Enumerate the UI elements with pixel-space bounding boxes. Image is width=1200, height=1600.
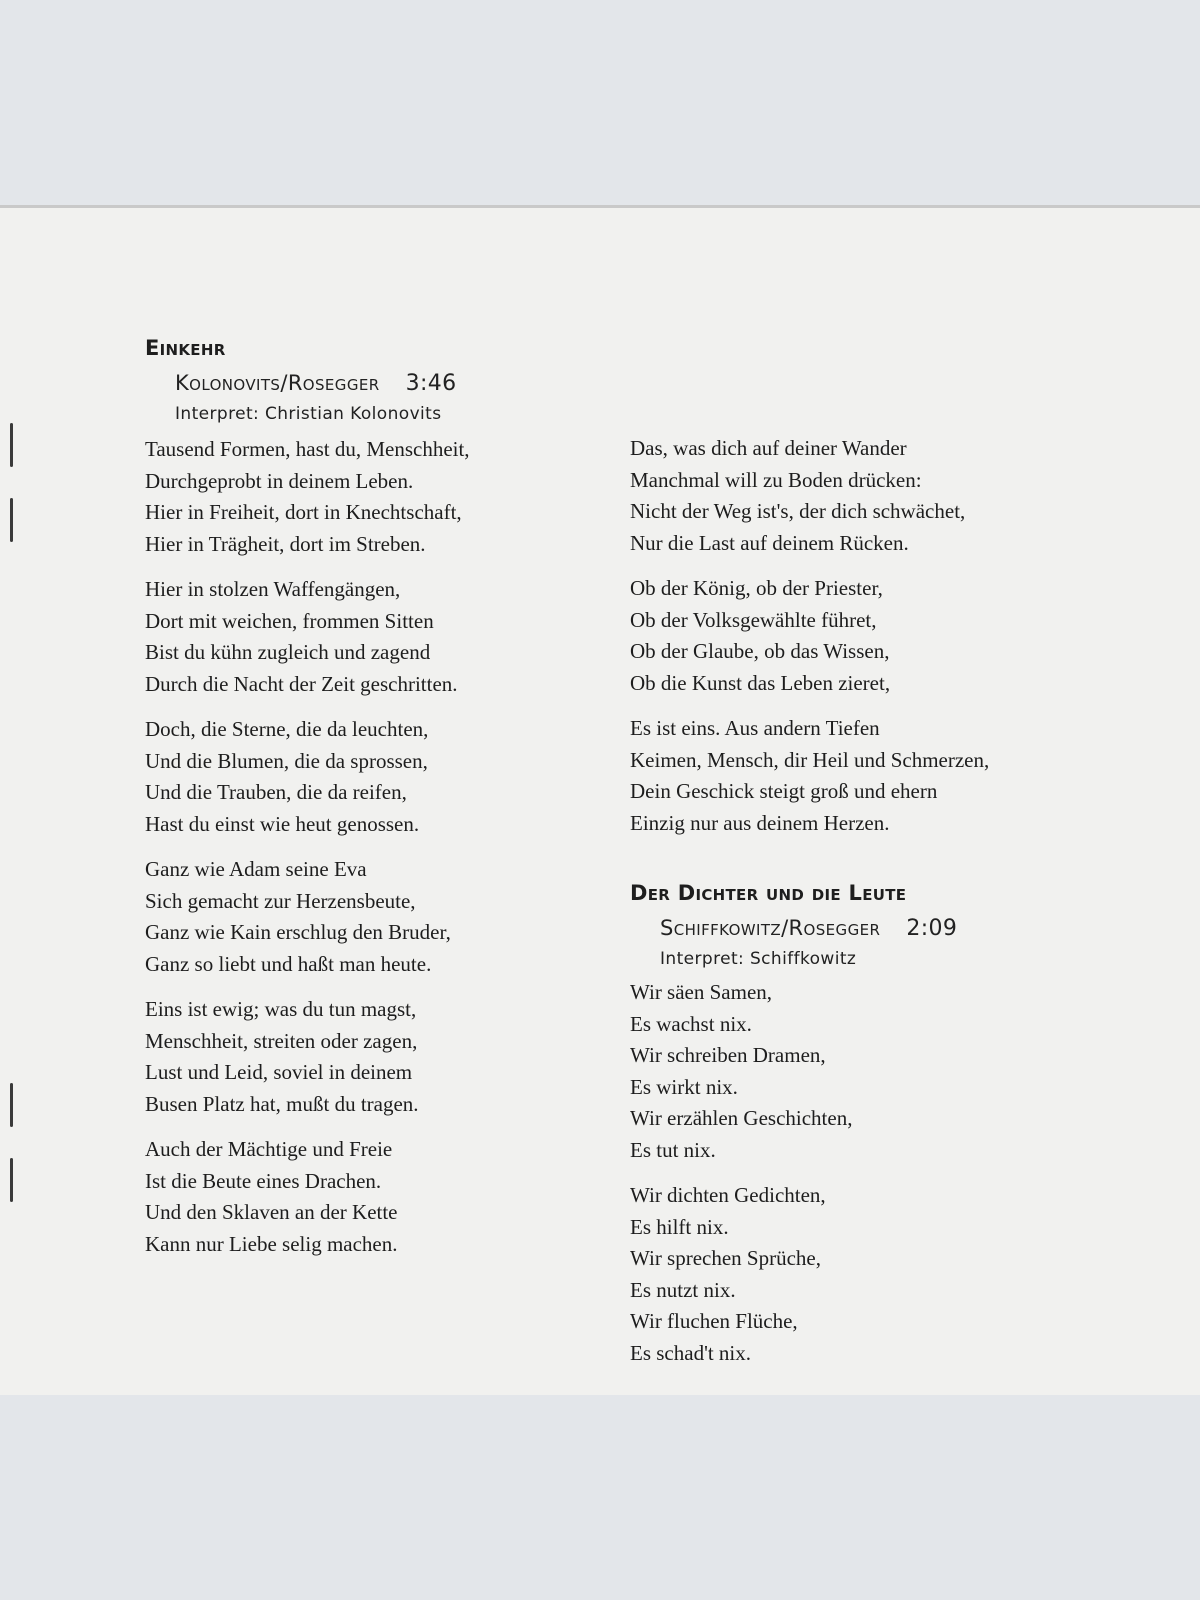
stanza bbox=[630, 573, 1100, 699]
song-credits bbox=[145, 366, 605, 400]
left-column bbox=[145, 336, 605, 1274]
composer-author: Schiffkowitz/Rosegger bbox=[660, 916, 881, 940]
stanza bbox=[145, 1134, 605, 1260]
lyric-line: Bist du kühn zugleich und zagend bbox=[145, 640, 431, 664]
lyric-line: Menschheit, streiten oder zagen, bbox=[145, 1028, 418, 1053]
staple-mark bbox=[10, 1158, 13, 1202]
right-column bbox=[630, 433, 1100, 1383]
lyric-line: Hast du einst wie heut genossen. bbox=[145, 811, 420, 836]
lyric-line: Wir schreiben Dramen, bbox=[630, 1043, 826, 1067]
stanza bbox=[145, 434, 605, 560]
lyric-line: Ob der König, ob der Priester, bbox=[630, 576, 883, 600]
lyric-line: Nicht der Weg ist's, der dich schwächet, bbox=[630, 499, 966, 523]
lyric-line: Ganz so liebt und haßt man heute. bbox=[145, 951, 432, 976]
lyric-line: Wir erzählen Geschichten, bbox=[630, 1106, 853, 1130]
lyric-line: Ganz wie Kain erschlug den Bruder, bbox=[145, 920, 451, 944]
song-duration: 2:09 bbox=[906, 916, 958, 941]
lyric-line: Dort mit weichen, frommen Sitten bbox=[145, 608, 434, 633]
stanza bbox=[630, 713, 1100, 839]
stanza bbox=[145, 574, 605, 700]
stanza bbox=[145, 994, 605, 1120]
lyric-line: Ganz wie Adam seine Eva bbox=[145, 857, 367, 881]
lyric-line: Wir sprechen Sprüche, bbox=[630, 1246, 821, 1270]
lyric-line: Hier in Trägheit, dort im Streben. bbox=[145, 531, 426, 556]
staple-mark bbox=[10, 498, 13, 542]
song-title: Der Dichter und die Leute bbox=[630, 881, 907, 905]
lyric-line: Lust und Leid, soviel in deinem bbox=[145, 1060, 413, 1084]
lyric-line: Eins ist ewig; was du tun magst, bbox=[145, 997, 417, 1021]
lyric-line: Ob der Volksgewählte führet, bbox=[630, 607, 877, 632]
lyric-line: Keimen, Mensch, dir Heil und Schmerzen, bbox=[630, 747, 990, 772]
song-interpret: Interpret: Schiffkowitz bbox=[660, 949, 857, 969]
lyric-line: Auch der Mächtige und Freie bbox=[145, 1137, 393, 1161]
lyric-line: Nur die Last auf deinem Rücken. bbox=[630, 530, 909, 555]
lyric-line: Dein Geschick steigt groß und ehern bbox=[630, 779, 938, 803]
lyric-line: Es hilft nix. bbox=[630, 1214, 729, 1239]
lyric-line: Es wirkt nix. bbox=[630, 1074, 738, 1099]
lyric-line: Es ist eins. Aus andern Tiefen bbox=[630, 716, 880, 740]
lyric-line: Es schad't nix. bbox=[630, 1340, 752, 1365]
lyric-line: Kann nur Liebe selig machen. bbox=[145, 1231, 398, 1256]
lyric-line: Einzig nur aus deinem Herzen. bbox=[630, 810, 890, 835]
lyric-line: Es nutzt nix. bbox=[630, 1277, 736, 1302]
lyric-line: Es wachst nix. bbox=[630, 1011, 752, 1036]
stanza bbox=[630, 433, 1100, 559]
lyric-line: Wir säen Samen, bbox=[630, 980, 773, 1004]
lyric-line: Doch, die Sterne, die da leuchten, bbox=[145, 717, 429, 741]
booklet-page bbox=[0, 205, 1200, 1395]
lyric-line: Ist die Beute eines Drachen. bbox=[145, 1168, 382, 1193]
stanza bbox=[630, 977, 1100, 1166]
lyric-line: Ob der Glaube, ob das Wissen, bbox=[630, 639, 890, 663]
lyric-line: Busen Platz hat, mußt du tragen. bbox=[145, 1091, 419, 1116]
lyric-line: Durchgeprobt in deinem Leben. bbox=[145, 468, 414, 493]
lyric-line: Wir fluchen Flüche, bbox=[630, 1309, 798, 1333]
lyric-line: Wir dichten Gedichten, bbox=[630, 1183, 826, 1207]
stanza bbox=[145, 714, 605, 840]
lyric-line: Und die Blumen, die da sprossen, bbox=[145, 748, 428, 773]
staple-mark bbox=[10, 1083, 13, 1127]
lyric-line: Und die Trauben, die da reifen, bbox=[145, 780, 407, 804]
lyric-line: Manchmal will zu Boden drücken: bbox=[630, 467, 922, 492]
lyric-line: Durch die Nacht der Zeit geschritten. bbox=[145, 671, 458, 696]
song-credits bbox=[630, 911, 1100, 945]
lyric-line: Und den Sklaven an der Kette bbox=[145, 1200, 398, 1224]
song-title: Einkehr bbox=[145, 336, 226, 360]
song-interpret: Interpret: Christian Kolonovits bbox=[175, 404, 442, 424]
lyric-line: Hier in Freiheit, dort in Knechtschaft, bbox=[145, 500, 462, 524]
lyric-line: Sich gemacht zur Herzensbeute, bbox=[145, 888, 416, 913]
lyric-line: Hier in stolzen Waffengängen, bbox=[145, 577, 401, 601]
lyric-line: Das, was dich auf deiner Wander bbox=[630, 436, 907, 460]
composer-author: Kolonovits/Rosegger bbox=[175, 371, 380, 395]
stanza bbox=[145, 854, 605, 980]
staple-mark bbox=[10, 423, 13, 467]
lyric-line: Ob die Kunst das Leben zieret, bbox=[630, 670, 891, 695]
lyric-line: Tausend Formen, hast du, Menschheit, bbox=[145, 437, 470, 461]
stanza bbox=[630, 1180, 1100, 1369]
lyric-line: Es tut nix. bbox=[630, 1137, 716, 1162]
song-duration: 3:46 bbox=[405, 371, 457, 396]
